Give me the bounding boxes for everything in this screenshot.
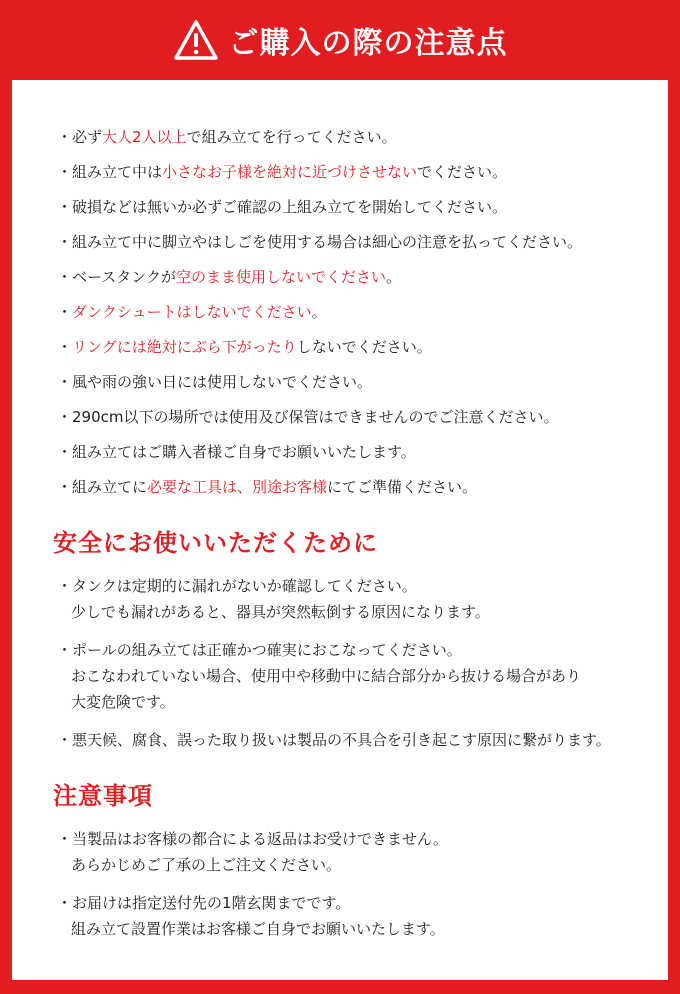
- item-text: で組み立てを行ってください。: [186, 128, 397, 146]
- list-item: [57, 127, 657, 147]
- list-item: [57, 302, 657, 322]
- list-item: [57, 372, 657, 392]
- list-item: [57, 337, 657, 357]
- item-text: ・ポールの組み立ては正確かつ確実におこなってください。: [57, 641, 462, 659]
- item-text: ・: [57, 303, 73, 321]
- list-item: [57, 893, 657, 939]
- notes-list: [57, 829, 657, 939]
- item-text: 。: [385, 268, 401, 286]
- item-text: ・組み立て中に脚立やはしごを使用する場合は細心の注意を払ってください。: [57, 233, 583, 251]
- list-item: [57, 730, 657, 750]
- content: [53, 127, 657, 957]
- list-item: [57, 442, 657, 462]
- notes-section-title: 注意事項: [53, 782, 153, 810]
- list-item: [57, 640, 657, 712]
- item-text: ・290cm以下の場所では使用及び保管はできませんのでご注意ください。: [57, 408, 559, 426]
- item-subtext: 大変危険です。: [71, 693, 175, 711]
- item-subtext: 少しでも漏れがあると、器具が突然転倒する原因になります。: [71, 603, 490, 621]
- highlight-text: 大人2人以上: [102, 128, 187, 146]
- item-text: ・お届けは指定送付先の1階玄関までです。: [57, 894, 351, 912]
- highlight-text: 空のまま使用しないでください: [175, 268, 386, 286]
- item-text: ・: [57, 338, 73, 356]
- list-item: [57, 477, 657, 497]
- item-subtext: おこなわれていない場合、使用中や移動中に結合部分から抜ける場合があり: [71, 667, 582, 685]
- item-subtext: 組み立て設置作業はお客様ご自身でお願いいたします。: [71, 920, 445, 938]
- item-text: ・組み立て中は: [57, 163, 163, 181]
- item-text: にてご準備ください。: [327, 478, 478, 496]
- safety-list: [57, 576, 657, 750]
- item-text: ・必ず: [57, 128, 103, 146]
- list-item: [57, 267, 657, 287]
- warning-triangle-icon: [173, 19, 219, 61]
- item-text: ・風や雨の強い日には使用しないでください。: [57, 373, 373, 391]
- list-item: [57, 407, 657, 427]
- list-item: [57, 829, 657, 875]
- item-subtext: あらかじめご了承の上ご注文ください。: [71, 856, 342, 874]
- item-text: ・タンクは定期的に漏れがないか確認してください。: [57, 577, 417, 595]
- page-title: ご購入の際の注意点: [228, 26, 508, 61]
- item-text: しないでください。: [296, 338, 432, 356]
- highlight-text: リングには絶対にぶら下がったり: [72, 338, 297, 356]
- header-banner: [0, 0, 680, 80]
- item-text: でください。: [417, 163, 508, 181]
- item-text: 。: [311, 303, 327, 321]
- item-text: ・悪天候、腐食、誤った取り扱いは製品の不具合を引き起こす原因に繋がります。: [57, 731, 611, 749]
- precautions-list: [57, 127, 657, 497]
- highlight-text: 必要な工具は、別途お客様: [147, 478, 328, 496]
- safety-section-title: 安全にお使いいただくために: [53, 529, 378, 557]
- item-text: ・破損などは無いか必ずご確認の上組み立てを開始してください。: [57, 198, 508, 216]
- list-item: [57, 197, 657, 217]
- list-item: [57, 576, 657, 622]
- highlight-text: 小さなお子様を絶対に近づけさせない: [162, 163, 418, 181]
- highlight-text: ダンクシュートはしないでください: [72, 303, 312, 321]
- item-text: ・当製品はお客様の都合による返品はお受けできません。: [57, 830, 448, 848]
- item-text: ・組み立てはご購入者様ご自身でお願いいたします。: [57, 443, 416, 461]
- item-text: ・組み立てに: [57, 478, 148, 496]
- list-item: [57, 162, 657, 182]
- item-text: ・ベースタンクが: [57, 268, 176, 286]
- list-item: [57, 232, 657, 252]
